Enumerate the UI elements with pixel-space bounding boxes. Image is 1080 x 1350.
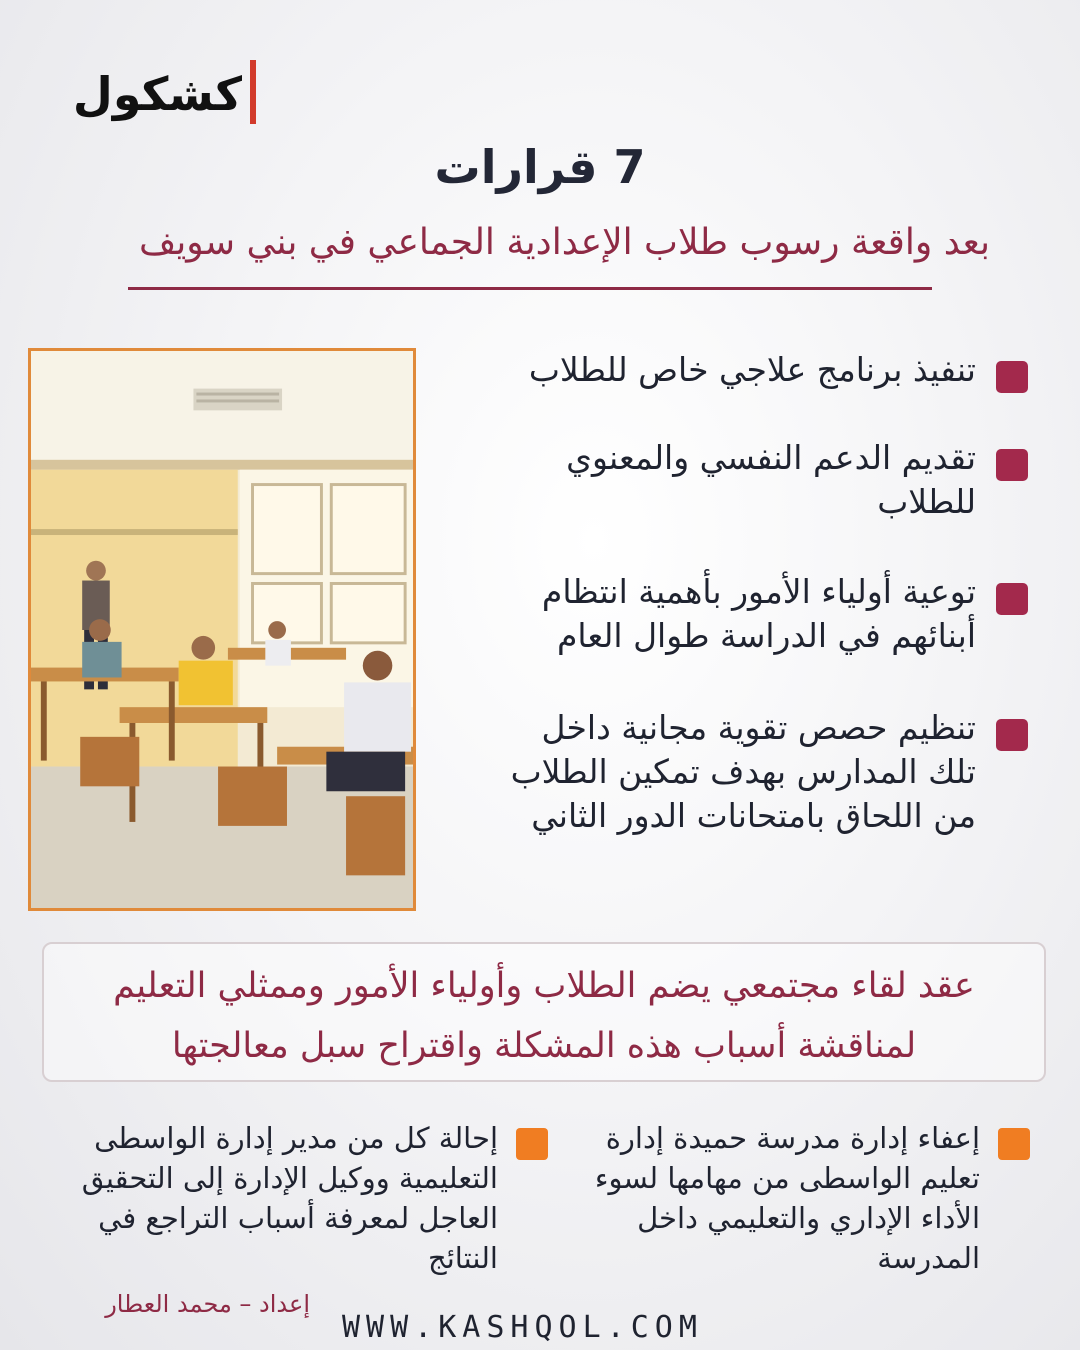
page-subtitle: بعد واقعة رسوب طلاب الإعدادية الجماعي في بني سويف — [138, 222, 990, 263]
logo-accent-bar — [250, 60, 256, 124]
orange-square-bullet-icon — [516, 1128, 548, 1160]
exam-hall-illustration — [31, 351, 413, 908]
decision-item — [468, 570, 1028, 658]
page-title: 7 قرارات — [434, 140, 646, 194]
square-bullet-icon — [996, 719, 1028, 751]
square-bullet-icon — [996, 449, 1028, 481]
decision-text: تنظيم حصص تقوية مجانية داخل تلك المدارس بهدف تمكين الطلاب من اللحاق بامتحانات الدور الثاني — [510, 708, 976, 835]
community-meeting-box — [42, 942, 1046, 1082]
decision-text: تنفيذ برنامج علاجي خاص للطلاب — [528, 350, 976, 389]
decision-item — [468, 436, 1028, 524]
brand-logo — [72, 58, 267, 130]
orange-square-bullet-icon — [998, 1128, 1030, 1160]
bottom-right-text: إعفاء إدارة مدرسة حميدة إدارة تعليم الواسطى من مهامها لسوء الأداء الإداري والتعليمي داخل المدرسة — [594, 1121, 980, 1275]
decision-item — [468, 706, 1028, 838]
bottom-item-right — [580, 1118, 1030, 1278]
bottom-left-text: إحالة كل من مدير إدارة الواسطى التعليمية ووكيل الإدارة إلى التحقيق العاجل لمعرفة أسباب التراجع في النتائج — [81, 1121, 498, 1275]
logo-text: كشكول — [72, 67, 242, 121]
subtitle-divider — [128, 287, 932, 290]
decision-text: تقديم الدعم النفسي والمعنوي للطلاب — [566, 438, 976, 521]
square-bullet-icon — [996, 583, 1028, 615]
decision-text: توعية أولياء الأمور بأهمية انتظام أبنائهم في الدراسة طوال العام — [541, 572, 976, 655]
decision-item — [468, 348, 1028, 393]
meeting-line-1: عقد لقاء مجتمعي يضم الطلاب وأولياء الأمور وممثلي التعليم — [113, 966, 975, 1006]
exam-hall-photo — [28, 348, 416, 911]
square-bullet-icon — [996, 361, 1028, 393]
website-url[interactable]: WWW.KASHQOL.COM — [342, 1310, 703, 1345]
author-credit: إعداد – محمد العطار — [105, 1290, 310, 1318]
meeting-line-2: لمناقشة أسباب هذه المشكلة واقتراح سبل معالجتها — [171, 1026, 917, 1066]
bottom-item-left — [50, 1118, 548, 1278]
